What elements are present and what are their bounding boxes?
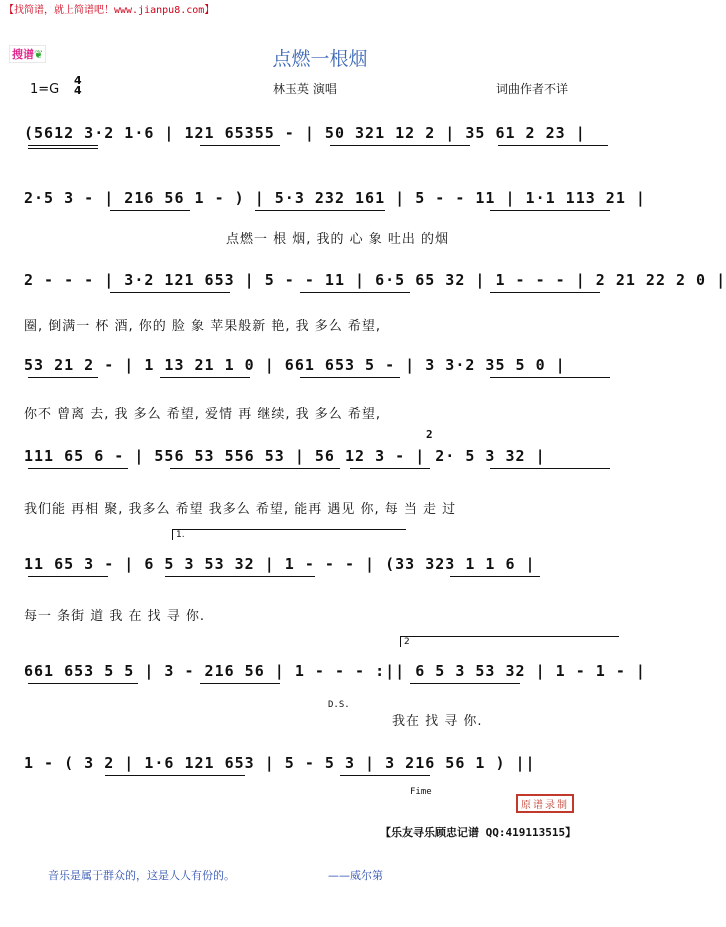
contact-line: 【乐友寻乐顾忠记谱 QQ:419113515】 (380, 826, 577, 839)
beam-line (340, 775, 430, 776)
beam-line (105, 775, 245, 776)
logo-text: 搜谱 (12, 48, 34, 61)
score-line-6: 11 65 3 - | 6 5 3 53 32 | 1 - - - | (33 323 1 1 6 | (24, 555, 536, 573)
beam-line (160, 377, 250, 378)
singer-credit: 林玉英 演唱 (273, 82, 337, 96)
volta-2-label: 2 (404, 637, 410, 647)
beam-line (110, 292, 230, 293)
fine-mark: Fime (410, 787, 432, 797)
site-link[interactable]: 【找简谱，就上简谱吧！www.jianpu8.com】 (4, 5, 215, 16)
beam-line (200, 145, 280, 146)
leaf-icon: ❦ (34, 48, 44, 61)
volta-1-bracket (172, 529, 406, 540)
beam-line (300, 292, 410, 293)
key-signature: 1=G (30, 82, 60, 97)
lyric-line-3: 你不 曾离 去, 我 多么 希望, 爱情 再 继续, 我 多么 希望, (24, 407, 381, 422)
beam-line (28, 576, 108, 577)
time-signature (74, 76, 82, 96)
beam-line (170, 468, 340, 469)
ds-mark: D.S. (328, 700, 350, 710)
beam-line (110, 210, 190, 211)
lyric-line-1: 点燃一 根 烟, 我的 心 象 吐出 的烟 (226, 232, 450, 247)
beam-line (300, 377, 400, 378)
time-signature-bottom: 4 (74, 84, 82, 97)
quote-author: ——威尔第 (328, 869, 383, 882)
beam-line (28, 683, 138, 684)
beam-line (410, 683, 520, 684)
time-change-mark: 2 (426, 428, 433, 441)
score-line-5: 111 65 6 - | 556 53 556 53 | 56 12 3 - | 2· 5 3 32 | (24, 447, 546, 465)
beam-line (490, 468, 610, 469)
volta-2-bracket (400, 636, 619, 647)
time-signature-top: 4 (74, 74, 82, 87)
source-stamp: 原谱录制 (516, 794, 574, 813)
beam-line (490, 377, 610, 378)
beam-line (28, 377, 98, 378)
score-line-7: 661 653 5 5 | 3 - 216 56 | 1 - - - :|| 6 5 3 53 32 | 1 - 1 - | (24, 662, 646, 680)
composer-credit: 词曲作者不详 (496, 82, 569, 96)
beam-line (165, 576, 315, 577)
beam-line (490, 292, 600, 293)
score-line-2: 2·5 3 - | 216 56 1 - ) | 5·3 232 161 | 5 - - 11 | 1·1 113 21 | (24, 189, 646, 207)
beam-line (28, 148, 98, 149)
lyric-line-2: 圈, 倒满一 杯 酒, 你的 脸 象 苹果般新 艳, 我 多么 希望, (24, 319, 381, 334)
beam-line (28, 468, 128, 469)
beam-line (490, 210, 610, 211)
lyric-line-7: 我在 找 寻 你. (392, 714, 483, 729)
score-line-1: (5612 3·2 1·6 | 121 65355 - | 50 321 12 2 | 35 61 2 23 | (24, 124, 586, 142)
beam-line (28, 145, 98, 146)
beam-line (200, 683, 280, 684)
quote-text: 音乐是属于群众的，这是人人有份的。 (48, 869, 235, 882)
beam-line (498, 145, 608, 146)
lyric-line-5: 每一 条街 道 我 在 找 寻 你. (24, 609, 206, 624)
beam-line (330, 145, 470, 146)
song-title: 点燃一根烟 (272, 48, 368, 70)
beam-line (350, 468, 430, 469)
score-line-8: 1 - ( 3 2 | 1·6 121 653 | 5 - 5 3 | 3 216 56 1 ) || (24, 754, 536, 772)
score-line-3: 2 - - - | 3·2 121 653 | 5 - - 11 | 6·5 65 32 | 1 - - - | 2 21 22 2 0 | (24, 271, 726, 289)
beam-line (450, 576, 540, 577)
beam-line (255, 210, 385, 211)
score-line-4: 53 21 2 - | 1 13 21 1 0 | 661 653 5 - | 3 3·2 35 5 0 | (24, 356, 566, 374)
lyric-line-4: 我们能 再相 聚, 我多么 希望 我多么 希望, 能再 遇见 你, 每 当 走 过 (24, 502, 457, 517)
volta-1-label: 1. (176, 530, 185, 540)
